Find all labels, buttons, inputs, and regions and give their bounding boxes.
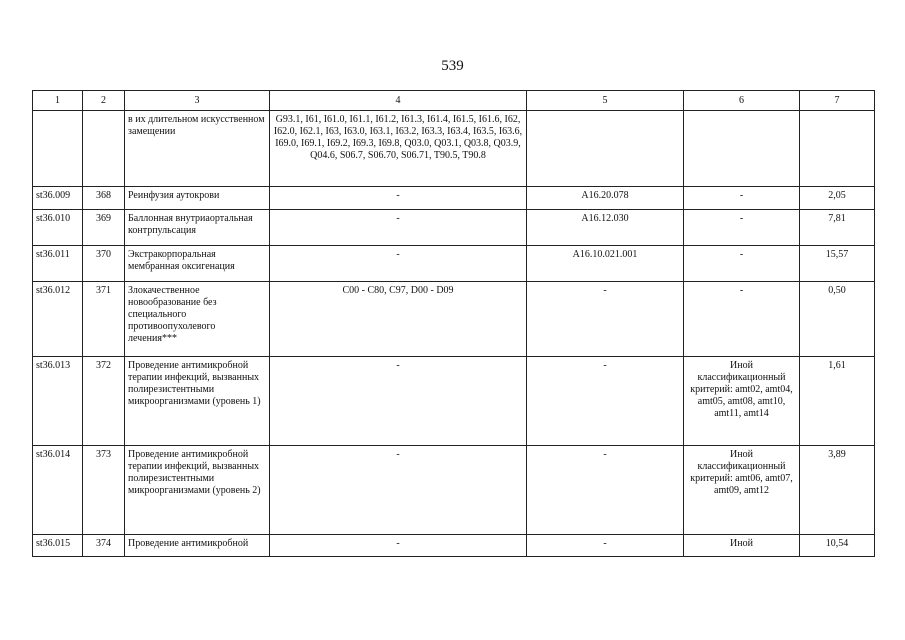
row-name: Проведение антимикробной терапии инфекций, вызванных полирезистентными микроорганизмами (уровень 2)	[125, 446, 270, 535]
row-coefficient: 15,57	[800, 246, 875, 282]
row-code: st36.012	[33, 282, 83, 357]
row-name: в их длительном искусственном замещении	[125, 111, 270, 187]
row-service-code: -	[527, 535, 684, 557]
row-name: Проведение антимикробной	[125, 535, 270, 557]
row-name: Проведение антимикробной терапии инфекций, вызванных полирезистентными микроорганизмами (уровень 1)	[125, 357, 270, 446]
row-criterion: -	[684, 210, 800, 246]
row-code: st36.015	[33, 535, 83, 557]
row-coefficient: 3,89	[800, 446, 875, 535]
table-row	[33, 357, 875, 446]
tariff-table	[32, 90, 875, 557]
row-coefficient: 10,54	[800, 535, 875, 557]
row-number: 374	[83, 535, 125, 557]
column-header: 5	[527, 91, 684, 111]
column-header: 6	[684, 91, 800, 111]
row-code	[33, 111, 83, 187]
row-diagnosis-codes: -	[270, 535, 527, 557]
row-criterion: -	[684, 187, 800, 210]
column-header: 2	[83, 91, 125, 111]
table-row	[33, 187, 875, 210]
table-row	[33, 535, 875, 557]
row-criterion: Иной классификационный критерий: amt02, amt04, amt05, amt08, amt10, amt11, amt14	[684, 357, 800, 446]
row-service-code: A16.12.030	[527, 210, 684, 246]
header-row	[33, 91, 875, 111]
row-number: 369	[83, 210, 125, 246]
row-name: Экстракорпоральная мембранная оксигенация	[125, 246, 270, 282]
row-number: 368	[83, 187, 125, 210]
row-coefficient: 1,61	[800, 357, 875, 446]
page-number: 539	[441, 58, 464, 74]
row-service-code: A16.20.078	[527, 187, 684, 210]
row-number	[83, 111, 125, 187]
row-coefficient: 0,50	[800, 282, 875, 357]
row-number: 370	[83, 246, 125, 282]
row-code: st36.010	[33, 210, 83, 246]
row-coefficient: 7,81	[800, 210, 875, 246]
row-diagnosis-codes: -	[270, 357, 527, 446]
row-name: Реинфузия аутокрови	[125, 187, 270, 210]
row-service-code	[527, 111, 684, 187]
row-criterion: Иной	[684, 535, 800, 557]
row-diagnosis-codes: C00 - C80, C97, D00 - D09	[270, 282, 527, 357]
table-row	[33, 111, 875, 187]
row-code: st36.011	[33, 246, 83, 282]
row-service-code: A16.10.021.001	[527, 246, 684, 282]
row-service-code: -	[527, 282, 684, 357]
row-service-code: -	[527, 446, 684, 535]
row-diagnosis-codes: G93.1, I61, I61.0, I61.1, I61.2, I61.3, I61.4, I61.5, I61.6, I62, I62.0, I62.1, I63, I63.0, I63.1, I63.2, I63.3, I63.4, I63.5, I63.6, I69.0, I69.1, I69.2, I69.3, I69.8, Q03.0, Q03.1, Q03.8, Q03.9, Q04.6, S06.7, S06.70, S06.71, T90.5, T90.8	[270, 111, 527, 187]
column-header: 4	[270, 91, 527, 111]
row-diagnosis-codes: -	[270, 246, 527, 282]
row-number: 371	[83, 282, 125, 357]
table-row	[33, 446, 875, 535]
table-row	[33, 282, 875, 357]
row-coefficient: 2,05	[800, 187, 875, 210]
row-number: 372	[83, 357, 125, 446]
column-header: 7	[800, 91, 875, 111]
row-number: 373	[83, 446, 125, 535]
column-header: 1	[33, 91, 83, 111]
row-service-code: -	[527, 357, 684, 446]
table-row	[33, 246, 875, 282]
row-code: st36.013	[33, 357, 83, 446]
row-diagnosis-codes: -	[270, 210, 527, 246]
row-criterion: -	[684, 246, 800, 282]
table-row	[33, 210, 875, 246]
row-diagnosis-codes: -	[270, 187, 527, 210]
row-name: Злокачественное новообразование без специального противоопухолевого лечения***	[125, 282, 270, 357]
row-coefficient	[800, 111, 875, 187]
row-criterion: Иной классификационный критерий: amt06, amt07, amt09, amt12	[684, 446, 800, 535]
row-code: st36.009	[33, 187, 83, 210]
row-criterion	[684, 111, 800, 187]
column-header: 3	[125, 91, 270, 111]
row-code: st36.014	[33, 446, 83, 535]
row-diagnosis-codes: -	[270, 446, 527, 535]
row-criterion: -	[684, 282, 800, 357]
row-name: Баллонная внутриаортальная контрпульсация	[125, 210, 270, 246]
